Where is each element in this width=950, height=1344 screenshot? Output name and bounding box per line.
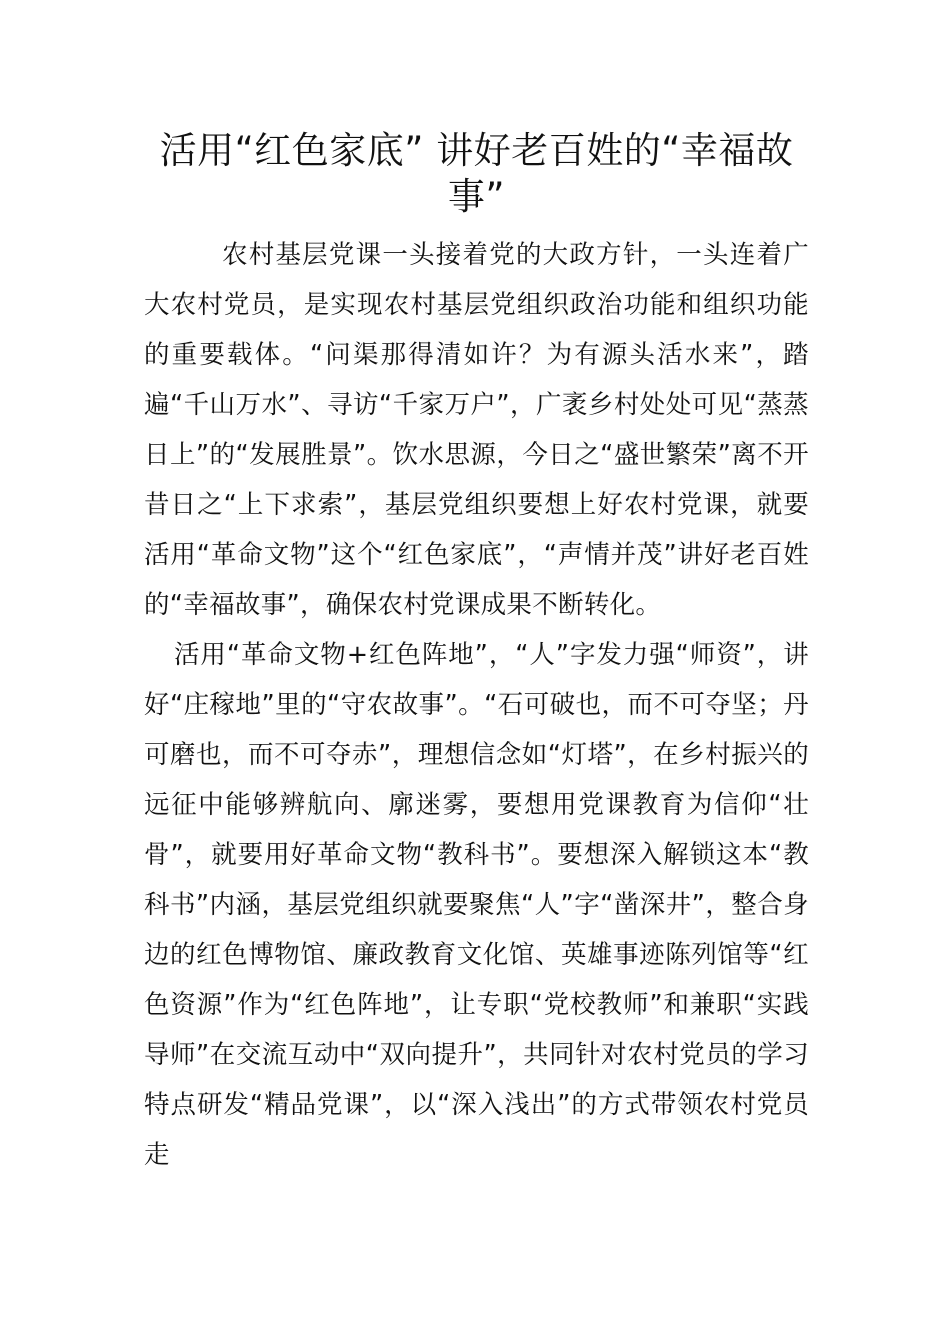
document-title: 活用“红色家底” 讲好老百姓的“幸福故事” <box>159 129 794 218</box>
paragraph-1: 农村基层党课一头接着党的大政方针，一头连着广大农村党员，是实现农村基层党组织政治功能和组织功能的重要载体。“问渠那得清如许？为有源头活水来”，踏遍“千山万水”、寻访“千家万户”，广袤乡村处处可见“蒸蒸日上”的“发展胜景”。饮水思源，今日之“盛世繁荣”离不开昔日之“上下求索”，基层党组织要想上好农村党课，就要活用“革命文物”这个“红色家底”，“声情并茂”讲好老百姓的“幸福故事”，确保农村党课成果不断转化。 <box>144 240 809 620</box>
document-page <box>144 128 809 1180</box>
paragraph-2: 活用“革命文物+红色阵地”，“人”字发力强“师资”，讲好“庄稼地”里的“守农故事”。“石可破也，而不可夺坚；丹可磨也，而不可夺赤”，理想信念如“灯塔”，在乡村振兴的远征中能够辨航向、廓迷雾，要想用党课教育为信仰“壮骨”，就要用好革命文物“教科书”。要想深入解锁这本“教科书”内涵，基层党组织就要聚焦“人”字“凿深井”，整合身边的红色博物馆、廉政教育文化馆、英雄事迹陈列馆等“红色资源”作为“红色阵地”，让专职“党校教师”和兼职“实践导师”在交流互动中“双向提升”，共同针对农村党员的学习特点研发“精品党课”，以“深入浅出”的方式带领农村党员走 <box>144 640 809 1170</box>
